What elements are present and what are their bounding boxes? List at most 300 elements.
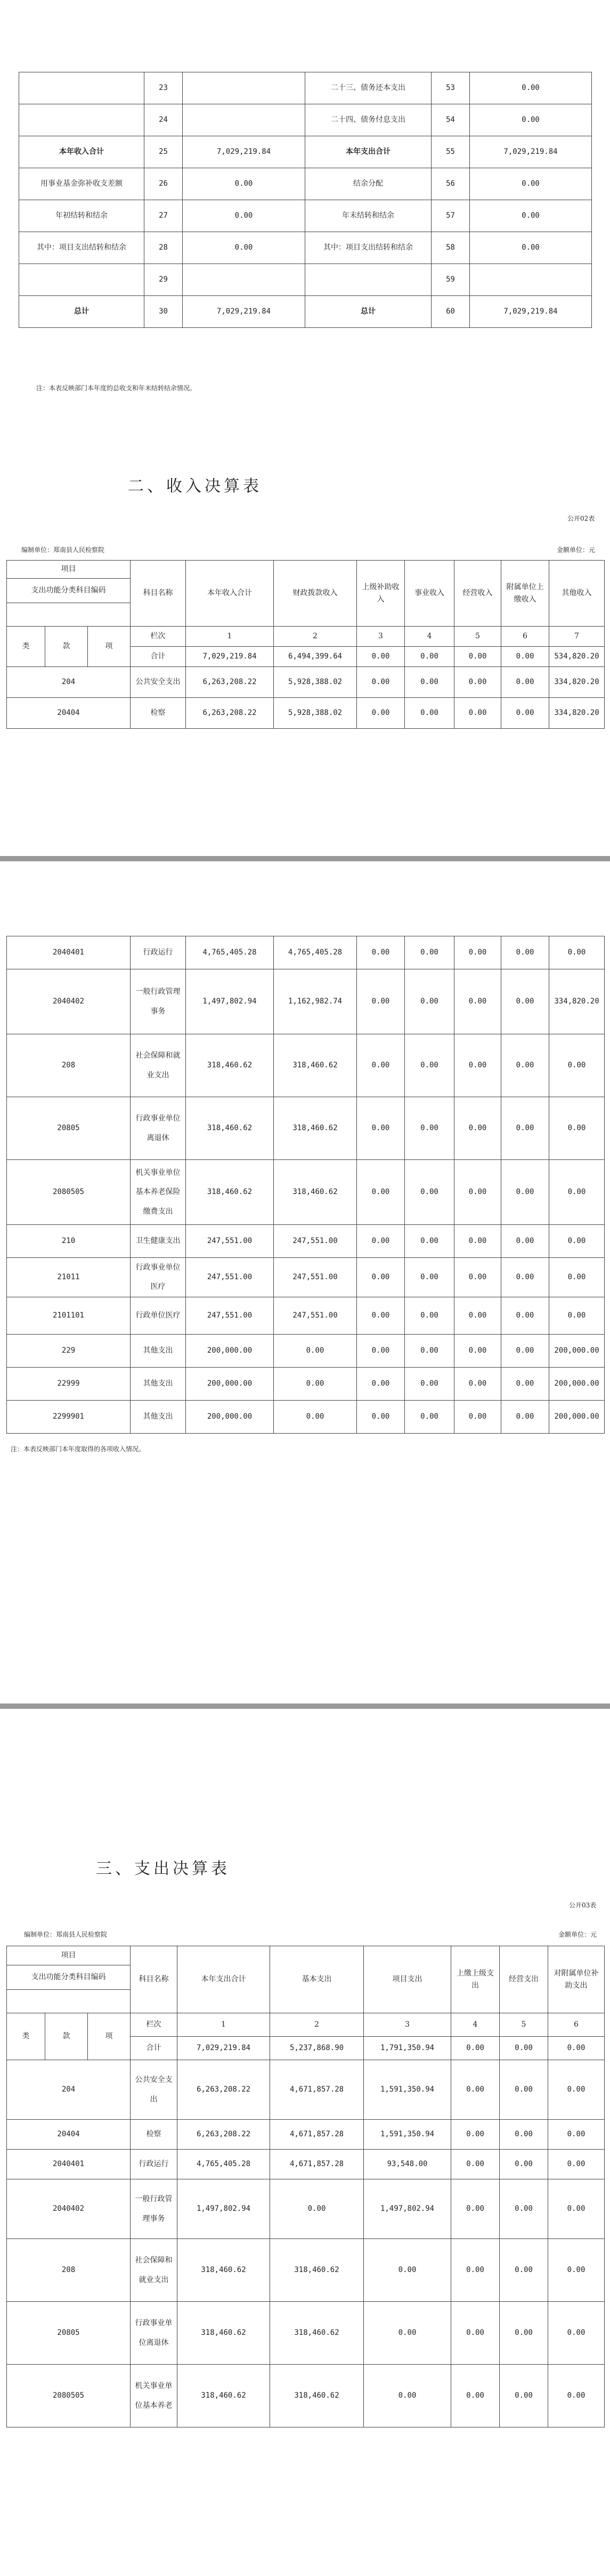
income-title: 二、收入决算表 (128, 477, 262, 496)
income-value: 247,551.00 (186, 1225, 274, 1258)
income-value: 0.00 (549, 1160, 605, 1225)
summary-left-label: 其中：项目支出结转和结余 (19, 232, 144, 264)
income-value: 0.00 (549, 1297, 605, 1334)
summary-row (19, 136, 592, 168)
expense-value: 0.00 (548, 2060, 605, 2120)
expense-value: 0.00 (500, 2060, 548, 2120)
expense-value: 0.00 (451, 2365, 500, 2427)
summary-right-value: 0.00 (470, 104, 592, 136)
income-value: 6,263,208.22 (186, 698, 274, 729)
income-value: 0.00 (405, 936, 454, 969)
income-value: 5,928,388.02 (274, 698, 357, 729)
expense-header-total: 本年支出合计 (177, 1946, 270, 2013)
summary-right-label: 总计 (305, 296, 432, 328)
income-subject: 其他支出 (131, 1400, 186, 1433)
expense-value: 318,460.62 (177, 2239, 270, 2302)
income-total-value: 0.00 (454, 647, 501, 667)
income-total-value: 7,029,219.84 (186, 647, 274, 667)
income-header-project: 项目 (7, 561, 131, 579)
expense-value: 93,548.00 (364, 2150, 451, 2179)
income-row (7, 936, 605, 969)
income-value: 200,000.00 (186, 1334, 274, 1367)
summary-note: 注：本表反映部门本年度的总收支和年末结转结余情况。 (36, 384, 197, 392)
summary-right-no: 59 (432, 264, 470, 296)
income-value: 0.00 (405, 969, 454, 1034)
income-value: 0.00 (405, 1367, 454, 1400)
income-header-total: 本年收入合计 (186, 561, 274, 627)
expense-subject: 机关事业单位基本养老 (131, 2365, 177, 2427)
income-subject: 社会保障和就业支出 (131, 1034, 186, 1097)
expense-value: 1,591,350.94 (364, 2060, 451, 2120)
income-col-2: 2 (274, 627, 357, 647)
income-code: 208 (7, 1034, 131, 1097)
income-value: 0.00 (405, 1400, 454, 1433)
expense-value: 318,460.62 (270, 2302, 364, 2365)
summary-right-value: 0.00 (470, 200, 592, 232)
income-code: 229 (7, 1334, 131, 1367)
income-unit-label: 金额单位：元 (557, 546, 596, 554)
income-table (6, 560, 605, 729)
expense-value: 0.00 (500, 2239, 548, 2302)
income-value: 0.00 (405, 1297, 454, 1334)
expense-value: 0.00 (500, 2120, 548, 2150)
income-value: 0.00 (274, 1400, 357, 1433)
expense-value: 318,460.62 (270, 2239, 364, 2302)
expense-value: 1,591,350.94 (364, 2120, 451, 2150)
income-value: 0.00 (501, 936, 549, 969)
summary-left-value (183, 72, 305, 104)
income-note: 注：本表反映部门本年度取得的各项收入情况。 (11, 1445, 145, 1453)
income-value: 0.00 (501, 1400, 549, 1433)
income-header-kuan: 款 (45, 627, 88, 667)
income-col-5: 5 (454, 627, 501, 647)
expense-row (7, 2120, 605, 2150)
income-table-no: 公开02表 (567, 515, 595, 522)
summary-right-label (305, 264, 432, 296)
summary-row (19, 200, 592, 232)
expense-value: 0.00 (500, 2365, 548, 2427)
income-row (7, 1097, 605, 1160)
income-value: 200,000.00 (186, 1400, 274, 1433)
income-value: 0.00 (357, 936, 405, 969)
income-total-value: 6,494,399.64 (274, 647, 357, 667)
expense-subject: 检察 (131, 2120, 177, 2150)
income-header-superior: 上级补助收入 (357, 561, 405, 627)
expense-table (6, 1946, 605, 2427)
income-value: 0.00 (357, 1160, 405, 1225)
income-value: 4,765,405.28 (186, 936, 274, 969)
summary-row (19, 264, 592, 296)
income-code: 20805 (7, 1097, 131, 1160)
expense-col-3: 3 (364, 2013, 451, 2037)
income-header-subsidiary: 附属单位上缴收入 (501, 561, 549, 627)
income-value: 200,000.00 (549, 1367, 605, 1400)
expense-row (7, 2179, 605, 2239)
summary-right-no: 58 (432, 232, 470, 264)
summary-right-label: 结余分配 (305, 168, 432, 200)
income-code: 2080505 (7, 1160, 131, 1225)
income-value: 0.00 (549, 1097, 605, 1160)
income-value: 0.00 (501, 1334, 549, 1367)
income-value: 0.00 (357, 1258, 405, 1297)
income-row (7, 1367, 605, 1400)
income-value: 334,820.20 (549, 969, 605, 1034)
income-value: 0.00 (501, 1225, 549, 1258)
expense-row (7, 2239, 605, 2302)
expense-code: 2040402 (7, 2179, 131, 2239)
expense-header-subject: 科目名称 (131, 1946, 177, 2013)
income-row (7, 667, 605, 698)
income-col-3: 3 (357, 627, 405, 647)
expense-value: 0.00 (364, 2365, 451, 2427)
income-subject: 其他支出 (131, 1367, 186, 1400)
income-value: 200,000.00 (549, 1400, 605, 1433)
income-header-business: 经营收入 (454, 561, 501, 627)
income-value: 4,765,405.28 (274, 936, 357, 969)
income-value: 0.00 (405, 667, 454, 698)
income-value: 6,263,208.22 (186, 667, 274, 698)
income-value: 0.00 (357, 698, 405, 729)
income-subject: 行政事业单位医疗 (131, 1258, 186, 1297)
income-value: 0.00 (549, 1258, 605, 1297)
income-value: 0.00 (454, 1225, 501, 1258)
income-value: 334,820.20 (549, 698, 605, 729)
summary-right-value: 0.00 (470, 232, 592, 264)
income-value: 318,460.62 (274, 1160, 357, 1225)
expense-subject: 行政运行 (131, 2150, 177, 2179)
summary-row (19, 232, 592, 264)
income-row (7, 1160, 605, 1225)
income-col-1: 1 (186, 627, 274, 647)
summary-row (19, 168, 592, 200)
summary-right-label: 二十四、债务付息支出 (305, 104, 432, 136)
income-header-other: 其他收入 (549, 561, 605, 627)
summary-right-value: 0.00 (470, 72, 592, 104)
expense-code: 204 (7, 2060, 131, 2120)
summary-left-value: 0.00 (183, 168, 305, 200)
income-code: 2299901 (7, 1400, 131, 1433)
income-value: 0.00 (454, 698, 501, 729)
income-code: 204 (7, 667, 131, 698)
expense-code: 208 (7, 2239, 131, 2302)
expense-header-basic: 基本支出 (270, 1946, 364, 2013)
income-value: 0.00 (274, 1367, 357, 1400)
income-value: 0.00 (501, 1258, 549, 1297)
expense-value: 0.00 (451, 2239, 500, 2302)
income-total-value: 0.00 (405, 647, 454, 667)
summary-right-label: 其中：项目支出结转和结余 (305, 232, 432, 264)
income-value: 0.00 (454, 1097, 501, 1160)
summary-right-label: 本年支出合计 (305, 136, 432, 168)
income-value: 0.00 (405, 698, 454, 729)
income-value: 247,551.00 (274, 1225, 357, 1258)
summary-right-value (470, 264, 592, 296)
expense-col-1: 1 (177, 2013, 270, 2037)
income-value: 1,162,982.74 (274, 969, 357, 1034)
income-header-lanci: 栏次 (131, 627, 186, 647)
income-row (7, 1297, 605, 1334)
summary-right-no: 57 (432, 200, 470, 232)
expense-value: 0.00 (548, 2302, 605, 2365)
summary-row (19, 104, 592, 136)
income-total-value: 0.00 (357, 647, 405, 667)
income-row (7, 1034, 605, 1097)
income-value: 1,497,802.94 (186, 969, 274, 1034)
summary-left-label (19, 264, 144, 296)
income-value: 0.00 (357, 1225, 405, 1258)
income-value: 0.00 (501, 698, 549, 729)
income-value: 0.00 (274, 1334, 357, 1367)
expense-header-func-code: 支出功能分类科目编码 (7, 1965, 131, 1990)
income-value: 0.00 (501, 969, 549, 1034)
expense-header-superior: 上缴上级支出 (451, 1946, 500, 2013)
income-value: 0.00 (549, 1034, 605, 1097)
income-value: 0.00 (405, 1034, 454, 1097)
summary-left-label: 年初结转和结余 (19, 200, 144, 232)
income-value: 318,460.62 (186, 1097, 274, 1160)
expense-total-value: 0.00 (451, 2037, 500, 2060)
expense-value: 4,671,857.28 (270, 2150, 364, 2179)
summary-left-label: 本年收入合计 (19, 136, 144, 168)
summary-right-no: 55 (432, 136, 470, 168)
expense-unit-label: 金额单位：元 (558, 1931, 597, 1938)
expense-header-heji: 合计 (131, 2037, 177, 2060)
expense-code: 20805 (7, 2302, 131, 2365)
income-value: 0.00 (454, 1367, 501, 1400)
income-value: 0.00 (454, 969, 501, 1034)
income-row (7, 1258, 605, 1297)
summary-left-label: 用事业基金弥补收支差额 (19, 168, 144, 200)
expense-value: 4,671,857.28 (270, 2060, 364, 2120)
expense-value: 318,460.62 (270, 2365, 364, 2427)
page-3 (0, 1709, 610, 2576)
income-value: 200,000.00 (186, 1367, 274, 1400)
summary-left-no: 26 (144, 168, 183, 200)
income-subject: 行政运行 (131, 936, 186, 969)
expense-col-2: 2 (270, 2013, 364, 2037)
income-col-7: 7 (549, 627, 605, 647)
income-header-xiang: 项 (88, 627, 131, 667)
expense-header-subsidiary: 对附属单位补助支出 (548, 1946, 605, 2013)
income-value: 247,551.00 (274, 1297, 357, 1334)
income-value: 0.00 (549, 936, 605, 969)
income-value: 0.00 (501, 1097, 549, 1160)
expense-header-project: 项目 (7, 1946, 131, 1965)
income-value: 0.00 (454, 1034, 501, 1097)
income-subject: 一般行政管理事务 (131, 969, 186, 1034)
expense-subject: 社会保障和就业支出 (131, 2239, 177, 2302)
summary-left-no: 30 (144, 296, 183, 328)
income-value: 0.00 (357, 1097, 405, 1160)
expense-value: 318,460.62 (177, 2302, 270, 2365)
income-value: 5,928,388.02 (274, 667, 357, 698)
income-value: 0.00 (454, 1297, 501, 1334)
income-value: 318,460.62 (274, 1097, 357, 1160)
expense-row (7, 2150, 605, 2179)
expense-value: 0.00 (548, 2150, 605, 2179)
expense-header-lanci: 栏次 (131, 2013, 177, 2037)
income-subject: 公共安全支出 (131, 667, 186, 698)
income-value: 0.00 (405, 1097, 454, 1160)
summary-left-value: 0.00 (183, 232, 305, 264)
summary-right-value: 7,029,219.84 (470, 296, 592, 328)
income-subject: 行政单位医疗 (131, 1297, 186, 1334)
income-value: 0.00 (405, 1160, 454, 1225)
income-code: 2101101 (7, 1297, 131, 1334)
income-value: 0.00 (357, 1367, 405, 1400)
expense-total-value: 7,029,219.84 (177, 2037, 270, 2060)
income-code: 21011 (7, 1258, 131, 1297)
income-header-career: 事业收入 (405, 561, 454, 627)
summary-left-value: 0.00 (183, 200, 305, 232)
income-value: 0.00 (501, 1034, 549, 1097)
income-value: 247,551.00 (186, 1258, 274, 1297)
expense-value: 0.00 (451, 2302, 500, 2365)
expense-col-5: 5 (500, 2013, 548, 2037)
summary-right-label: 年末结转和结余 (305, 200, 432, 232)
expense-total-value: 1,791,350.94 (364, 2037, 451, 2060)
summary-left-label (19, 72, 144, 104)
income-col-4: 4 (405, 627, 454, 647)
summary-right-value: 7,029,219.84 (470, 136, 592, 168)
income-value: 0.00 (454, 1400, 501, 1433)
summary-row (19, 296, 592, 328)
expense-value: 0.00 (451, 2150, 500, 2179)
income-subject: 机关事业单位基本养老保险缴费支出 (131, 1160, 186, 1225)
income-subject: 卫生健康支出 (131, 1225, 186, 1258)
expense-total-value: 0.00 (500, 2037, 548, 2060)
income-code: 22999 (7, 1367, 131, 1400)
income-value: 318,460.62 (274, 1034, 357, 1097)
summary-table (19, 72, 592, 328)
expense-table-no: 公开03表 (569, 1902, 597, 1909)
expense-value: 0.00 (500, 2302, 548, 2365)
expense-row (7, 2302, 605, 2365)
summary-left-no: 27 (144, 200, 183, 232)
expense-subject: 公共安全支出 (131, 2060, 177, 2120)
income-value: 334,820.20 (549, 667, 605, 698)
expense-header-lei: 类 (7, 2013, 45, 2060)
page-1 (0, 0, 610, 856)
expense-col-4: 4 (451, 2013, 500, 2037)
income-subject: 行政事业单位离退休 (131, 1097, 186, 1160)
expense-org-label: 编制单位：郑南县人民检察院 (24, 1931, 108, 1938)
expense-value: 6,263,208.22 (177, 2060, 270, 2120)
summary-left-value: 7,029,219.84 (183, 296, 305, 328)
summary-right-no: 60 (432, 296, 470, 328)
expense-value: 0.00 (451, 2179, 500, 2239)
summary-right-label: 二十三、债务还本支出 (305, 72, 432, 104)
income-total-value: 534,820.20 (549, 647, 605, 667)
summary-left-no: 29 (144, 264, 183, 296)
summary-left-label: 总计 (19, 296, 144, 328)
expense-total-value: 0.00 (548, 2037, 605, 2060)
income-value: 0.00 (357, 667, 405, 698)
expense-value: 4,765,405.28 (177, 2150, 270, 2179)
income-continued-table (6, 936, 605, 1434)
expense-value: 1,497,802.94 (177, 2179, 270, 2239)
income-value: 0.00 (357, 969, 405, 1034)
expense-code: 2040401 (7, 2150, 131, 2179)
expense-value: 0.00 (500, 2179, 548, 2239)
income-row (7, 698, 605, 729)
income-value: 0.00 (405, 1225, 454, 1258)
expense-title: 三、支出决算表 (96, 1859, 230, 1878)
income-header-lei: 类 (7, 627, 45, 667)
income-value: 0.00 (357, 1034, 405, 1097)
income-code: 20404 (7, 698, 131, 729)
income-value: 247,551.00 (274, 1258, 357, 1297)
income-code: 210 (7, 1225, 131, 1258)
income-subject: 其他支出 (131, 1334, 186, 1367)
income-value: 0.00 (501, 1297, 549, 1334)
income-value: 0.00 (501, 1367, 549, 1400)
income-value: 0.00 (405, 1334, 454, 1367)
expense-total-value: 5,237,868.90 (270, 2037, 364, 2060)
income-value: 318,460.62 (186, 1034, 274, 1097)
summary-right-no: 56 (432, 168, 470, 200)
income-header-heji: 合计 (131, 647, 186, 667)
summary-right-no: 53 (432, 72, 470, 104)
summary-left-no: 24 (144, 104, 183, 136)
income-row (7, 1334, 605, 1367)
summary-left-no: 23 (144, 72, 183, 104)
expense-value: 0.00 (548, 2365, 605, 2427)
expense-value: 0.00 (500, 2150, 548, 2179)
expense-value: 1,497,802.94 (364, 2179, 451, 2239)
income-value: 0.00 (454, 936, 501, 969)
income-value: 0.00 (549, 1225, 605, 1258)
summary-left-value: 7,029,219.84 (183, 136, 305, 168)
page-2 (0, 861, 610, 1703)
expense-value: 0.00 (364, 2302, 451, 2365)
expense-subject: 一般行政管理事务 (131, 2179, 177, 2239)
summary-left-no: 28 (144, 232, 183, 264)
expense-row (7, 2365, 605, 2427)
income-value: 318,460.62 (186, 1160, 274, 1225)
summary-left-value (183, 264, 305, 296)
expense-value: 0.00 (548, 2179, 605, 2239)
income-code: 2040402 (7, 969, 131, 1034)
summary-row (19, 72, 592, 104)
income-value: 0.00 (454, 1334, 501, 1367)
income-row (7, 1400, 605, 1433)
income-value: 0.00 (454, 1160, 501, 1225)
income-value: 0.00 (454, 667, 501, 698)
income-row (7, 1225, 605, 1258)
income-total-value: 0.00 (501, 647, 549, 667)
expense-value: 0.00 (364, 2239, 451, 2302)
income-value: 200,000.00 (549, 1334, 605, 1367)
expense-value: 6,263,208.22 (177, 2120, 270, 2150)
income-value: 0.00 (501, 667, 549, 698)
expense-value: 0.00 (451, 2060, 500, 2120)
income-org-label: 编制单位：郑南县人民检察院 (21, 546, 105, 554)
summary-right-value: 0.00 (470, 168, 592, 200)
income-row (7, 969, 605, 1034)
expense-header-kuan: 款 (45, 2013, 88, 2060)
income-header-subject: 科目名称 (131, 561, 186, 627)
income-value: 0.00 (357, 1334, 405, 1367)
income-value: 0.00 (357, 1400, 405, 1433)
expense-subject: 行政事业单位离退休 (131, 2302, 177, 2365)
expense-col-6: 6 (548, 2013, 605, 2037)
income-value: 247,551.00 (186, 1297, 274, 1334)
income-value: 0.00 (405, 1258, 454, 1297)
expense-header-business: 经营支出 (500, 1946, 548, 2013)
expense-header-project-exp: 项目支出 (364, 1946, 451, 2013)
income-header-func-code: 支出功能分类科目编码 (7, 579, 131, 603)
